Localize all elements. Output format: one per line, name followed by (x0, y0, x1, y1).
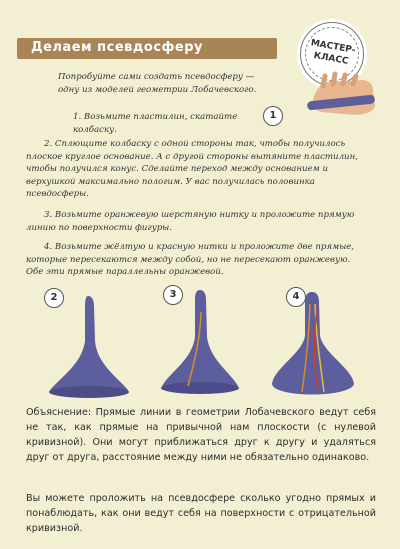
photo-number-4: 4 (286, 287, 306, 307)
step-1-text: 1. Возьмите пластилин, скатайте колбаску. (73, 112, 238, 135)
pseudosphere-photo-4 (262, 284, 362, 404)
step-2-text: 2. Сплющите колбаску с одной стороны так, чтобы получилось плоское круглое основание. А с другой стороны вытяните пластилин, чтобы получился конус. Сделайте переход между основанием и верхушкой максимально пологим. У вас получилась половинка псевдосферы. (26, 139, 358, 200)
closing-text: Вы можете проложить на псевдосфере сколько угодно прямых и понаблюдать, как они ведут себя на поверхности с отрицательной кривизной. (26, 493, 376, 534)
badge-label: МАСТЕР- КЛАСС (309, 38, 357, 67)
step-4-text: 4. Возьмите жёлтую и красную нитки и проложите две прямые, которые пересекаются между собой, но не пересекают оранжевую. Обе эти прямые параллельны оранжевой. (26, 242, 355, 278)
intro-text: Попробуйте сами создать псевдосферу — одну из моделей геометрии Лобачевского. (58, 72, 257, 95)
photo-number-2: 2 (44, 288, 64, 308)
pseudosphere-photo-3 (150, 282, 250, 402)
pseudosphere-photo-2 (40, 286, 140, 406)
hand-clay-photo (303, 70, 383, 120)
step-3-text: 3. Возьмите оранжевую шерстяную нитку и проложите прямую линию по поверхности фигуры. (26, 210, 355, 233)
page-title: Делаем псевдосферу (31, 40, 204, 55)
photo-number-3: 3 (163, 285, 183, 305)
photo-number-1: 1 (263, 106, 283, 126)
title-bar (17, 38, 277, 59)
explanation-text: Объяснение: Прямые линии в геометрии Лобачевского ведут себя не так, как прямые на привычной нам плоскости (с нулевой кривизной). Они могут приближаться друг к другу и удаляться друг от друга, расстояние между ними не обязательно одинаково. (26, 407, 376, 463)
